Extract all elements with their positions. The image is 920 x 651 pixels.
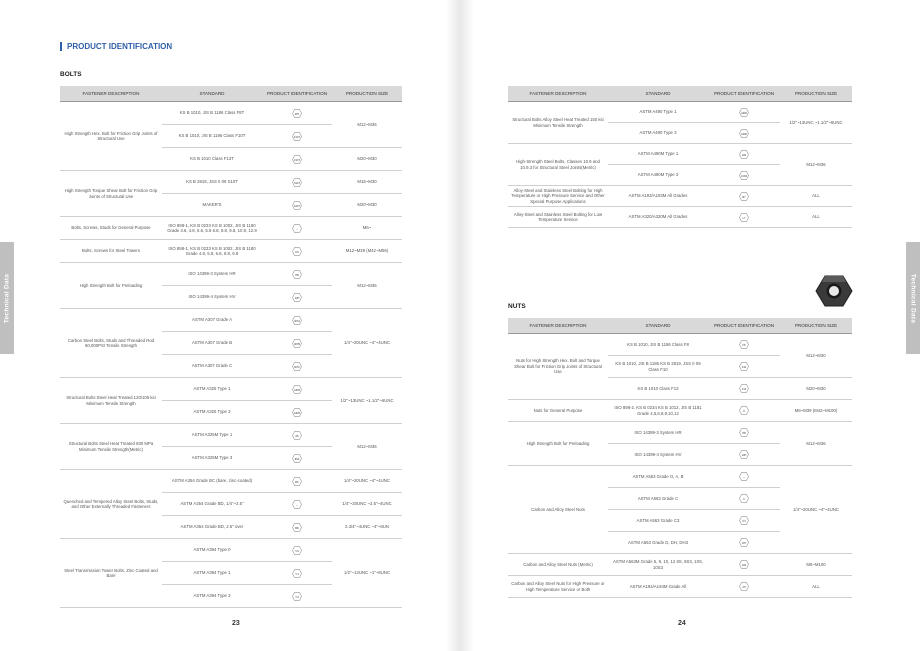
standard-cell: ASTM A325M Type 1 xyxy=(162,424,262,447)
production-size: 1/2"~13UNC ~1.1/2"~6UNC xyxy=(780,102,852,144)
product-identification-cell xyxy=(262,424,332,447)
product-identification-cell xyxy=(262,263,332,286)
identification-mark-icon xyxy=(292,431,302,440)
identification-mark-icon xyxy=(739,171,749,180)
standard-cell: ASTM A563 Grade C xyxy=(608,488,708,510)
product-identification-cell xyxy=(708,466,780,488)
table-row xyxy=(60,102,402,125)
identification-mark-icon xyxy=(292,408,302,417)
svg-text:--: -- xyxy=(743,475,745,479)
fastener-description: Bolts, Screws for Steel Towers xyxy=(60,240,162,263)
identification-mark-icon xyxy=(739,340,749,349)
column-header: FASTENER DESCRIPTION xyxy=(60,86,162,102)
svg-text:C: C xyxy=(743,497,745,501)
hex-nut-image xyxy=(815,274,853,308)
svg-text:10H: 10H xyxy=(294,296,300,300)
svg-text:F8T: F8T xyxy=(294,112,300,116)
side-tab-label: Technical Data xyxy=(909,273,917,323)
identification-mark-icon xyxy=(292,546,302,555)
identification-mark-icon xyxy=(739,108,749,117)
svg-text:--: -- xyxy=(296,503,298,507)
identification-mark-icon xyxy=(739,450,749,459)
svg-text:A325: A325 xyxy=(294,388,300,392)
standard-cell: ASTM A490M Type 1 xyxy=(608,144,708,165)
fastener-description: High Strength Torque Shear Bolt for Friction Grip Joints of Structural Use xyxy=(60,171,162,217)
production-size: 1/2"~13UNC ~1.1/2"~6UNC xyxy=(332,378,402,424)
standard-cell: ASTM A490 Type 1 xyxy=(608,102,708,123)
identification-mark-icon xyxy=(739,538,749,547)
table-row xyxy=(60,240,402,263)
product-identification-cell xyxy=(262,516,332,539)
svg-text:DH: DH xyxy=(742,541,746,545)
product-identification-cell xyxy=(708,378,780,400)
product-identification-cell xyxy=(708,554,780,576)
production-size: M20~M30 xyxy=(332,194,402,217)
identification-mark-icon xyxy=(739,213,749,222)
table-row xyxy=(508,144,852,165)
identification-mark-icon xyxy=(292,385,302,394)
identification-mark-icon xyxy=(292,477,302,486)
product-identification-cell xyxy=(708,356,780,378)
svg-text:8S3: 8S3 xyxy=(294,457,300,461)
svg-text:S10T: S10T xyxy=(294,181,300,185)
table-row xyxy=(60,309,402,332)
table-row xyxy=(508,186,852,207)
table-row xyxy=(508,576,852,598)
standard-cell: KS B 1010, JIS B 1186 KS B 2819, JSS II 09 Class F10 xyxy=(608,356,708,378)
column-header: PRODUCTION SIZE xyxy=(780,86,852,102)
table-row xyxy=(60,263,402,286)
standard-cell: KS B 1010 Class F13 xyxy=(608,378,708,400)
product-identification-cell xyxy=(708,207,780,228)
product-identification-cell xyxy=(262,332,332,355)
production-size: ALL xyxy=(780,186,852,207)
production-size: M16~M30 xyxy=(332,171,402,194)
production-size: 1/4"~20UNC ~2.5"~4UNC xyxy=(332,493,402,516)
fastener-description: Quenched and Tempered Alloy Steel Bolts, Studs, and Other Externally Threaded Fasteners xyxy=(60,470,162,539)
product-identification-cell xyxy=(708,510,780,532)
standard-cell: ASTM A563M Grade 5, 9, 10, 12 8S, 8S3, 10S, 10S3 xyxy=(608,554,708,576)
svg-text:A325: A325 xyxy=(294,411,300,415)
identification-mark-icon xyxy=(292,270,302,279)
table-row xyxy=(60,217,402,240)
identification-mark-icon xyxy=(292,247,302,256)
product-identification-cell xyxy=(262,562,332,585)
fastener-description: Alloy-Steel and Stainless Steel Bolting for Low Temperature Service xyxy=(508,207,608,228)
svg-text:307B: 307B xyxy=(294,342,300,346)
table-row xyxy=(60,424,402,447)
gutter-shadow xyxy=(460,0,474,651)
product-identification-cell xyxy=(262,309,332,332)
fastener-description: High Strength Bolt for Preloading xyxy=(508,422,608,466)
svg-text:2H: 2H xyxy=(742,585,746,589)
standard-cell: ASTM A394 Type 1 xyxy=(162,562,262,585)
identification-mark-icon xyxy=(739,560,749,569)
product-identification-cell xyxy=(708,532,780,554)
identification-mark-icon xyxy=(292,178,302,187)
product-identification-cell xyxy=(262,286,332,309)
standard-cell: ASTM A563 Grade O, A, B xyxy=(608,466,708,488)
product-identification-cell xyxy=(708,186,780,207)
product-identification-cell xyxy=(708,102,780,123)
product-identification-cell xyxy=(262,355,332,378)
fastener-description: Nuts for General Purpose xyxy=(508,400,608,422)
standard-cell: ISO 898-2, KS B 0234 KS B 1012, JIS B 1181 Grade 4,5,6,8,9,10,12 xyxy=(608,400,708,422)
production-size: 1/4"~20UNC ~4"~4UNC xyxy=(332,470,402,493)
identification-mark-icon xyxy=(292,523,302,532)
product-identification-cell xyxy=(262,194,332,217)
column-header: PRODUCT IDENTIFICATION xyxy=(708,318,780,334)
production-size: M12~M36 xyxy=(780,422,852,466)
fastener-description: Structural Bolts Alloy Steel Heat Treated 150 ksi Minimum Tensile Strength xyxy=(508,102,608,144)
fastener-description: High-Strength Steel Bolts, Classes 10.9 and 10.9.3 for Structural Steel Joints(Metric) xyxy=(508,144,608,186)
fastener-description: Carbon and Alloy Steel Nuts for High Pressure or High Temperature Service or Both xyxy=(508,576,608,598)
identification-mark-icon xyxy=(739,362,749,371)
identification-mark-icon xyxy=(739,406,749,415)
standard-cell: ASTM A307 Grade B xyxy=(162,332,262,355)
product-identification-cell xyxy=(708,422,780,444)
production-size: M12~M36 xyxy=(780,144,852,186)
production-size: 1/2"~13UNC ~1"~8UNC xyxy=(332,539,402,608)
identification-mark-icon xyxy=(739,428,749,437)
identification-mark-icon xyxy=(292,155,302,164)
table-row xyxy=(60,171,402,194)
standard-cell: ASTM A563 Grade D, DH, DH3 xyxy=(608,532,708,554)
svg-text:8.8: 8.8 xyxy=(295,250,299,254)
production-size: M12~M36 xyxy=(332,424,402,470)
table-header-row xyxy=(60,86,402,102)
product-identification-cell xyxy=(262,102,332,125)
standard-cell: ASTM A194/A194M Grade All xyxy=(608,576,708,598)
nuts-table xyxy=(508,318,852,598)
product-identification-cell xyxy=(262,447,332,470)
identification-mark-icon xyxy=(292,224,302,233)
column-header: PRODUCTION SIZE xyxy=(332,86,402,102)
table-row xyxy=(508,554,852,576)
standard-cell: ISO 14399-3 System HR xyxy=(608,422,708,444)
standard-cell: ISO 14399-4 System HV xyxy=(608,444,708,466)
svg-text:10H: 10H xyxy=(741,453,747,457)
svg-text:A490: A490 xyxy=(741,132,747,136)
standard-cell: ASTM A354 Grade BD, 1/4"~2.5" xyxy=(162,493,262,516)
production-size: ALL xyxy=(780,207,852,228)
svg-text:S13T: S13T xyxy=(294,204,300,208)
svg-text:HR: HR xyxy=(295,273,299,277)
standard-cell: MAKER'S xyxy=(162,194,262,217)
production-size: M20~M30 xyxy=(780,378,852,400)
svg-text:T-3: T-3 xyxy=(295,595,299,599)
identification-mark-icon xyxy=(292,293,302,302)
svg-text:F13: F13 xyxy=(741,387,747,391)
product-identification-cell xyxy=(262,470,332,493)
product-identification-cell xyxy=(708,400,780,422)
production-size: M12~M36 xyxy=(332,102,402,148)
bolts-heading: BOLTS xyxy=(60,71,82,78)
standard-cell: KS B 2819, JSS II 09 S10T xyxy=(162,171,262,194)
product-identification-cell xyxy=(262,378,332,401)
standard-cell: ISO 14399-3 System HR xyxy=(162,263,262,286)
svg-text:8S: 8S xyxy=(295,434,299,438)
product-identification-cell xyxy=(262,171,332,194)
svg-text:F8: F8 xyxy=(742,343,746,347)
svg-text:L7: L7 xyxy=(742,216,746,220)
identification-mark-icon xyxy=(739,582,749,591)
svg-text:F10T: F10T xyxy=(294,135,300,139)
fastener-description: Carbon and Alloy Steel Nuts (Metric) xyxy=(508,554,608,576)
identification-mark-icon xyxy=(739,129,749,138)
side-tab-right xyxy=(906,242,920,354)
identification-mark-icon xyxy=(292,201,302,210)
production-size: M6~ xyxy=(332,217,402,240)
svg-text:BD: BD xyxy=(295,526,299,530)
product-identification-cell xyxy=(708,165,780,186)
standard-cell: ISO 14399-4 System HV xyxy=(162,286,262,309)
production-size: 1/4"~20UNC ~4"~4UNC xyxy=(780,466,852,554)
fastener-description: Alloy-Steel and Stainless Steel Bolting for High Temperature or High Pressure Service and Other Special Purpose Applications xyxy=(508,186,608,207)
standard-cell: KS B 1010 Class F13T xyxy=(162,148,262,171)
product-identification-cell xyxy=(708,123,780,144)
svg-text:C3: C3 xyxy=(742,519,746,523)
production-size: M12~M39 (M42~M56) xyxy=(332,240,402,263)
svg-text:307A: 307A xyxy=(294,319,300,323)
standard-cell: ASTM A325 Type 1 xyxy=(162,378,262,401)
standard-cell: ISO 898-1, KS B 0233 KS B 1002, JIS B 1180 Grade 4.6, 4.8, 5.6, 5.8 6.8, 8.8, 9.8, 10.9, 12.9 xyxy=(162,217,262,240)
standard-cell: ASTM A307 Grade A xyxy=(162,309,262,332)
page-number-left: 23 xyxy=(232,620,240,627)
fastener-description: Nuts for High Strength Hex. Bolt and Torque Shear Bolt for Friction Grip Joints of Structural Use xyxy=(508,334,608,400)
svg-text:10S3: 10S3 xyxy=(741,174,747,178)
nuts-heading: NUTS xyxy=(508,303,526,310)
product-identification-cell xyxy=(708,144,780,165)
fastener-description: Carbon Steel Bolts, Studs and Threaded Rod 60,000PSI Tensile Strength xyxy=(60,309,162,378)
table-row xyxy=(508,334,852,356)
standard-cell: KS B 1010, JIS B 1186 Class F10T xyxy=(162,125,262,148)
column-header: PRODUCTION SIZE xyxy=(780,318,852,334)
product-identification-cell xyxy=(708,444,780,466)
production-size: 2.3/4"~4UNC ~4"~8UN xyxy=(332,516,402,539)
product-identification-cell xyxy=(708,488,780,510)
production-size: ALL xyxy=(780,576,852,598)
svg-text:HR: HR xyxy=(742,431,746,435)
standard-cell: KS B 1010, JIS B 1186 Class F8T xyxy=(162,102,262,125)
column-header: STANDARD xyxy=(162,86,262,102)
standard-cell: ASTM A320/A320M All Grades xyxy=(608,207,708,228)
standard-cell: ASTM A325M Type 3 xyxy=(162,447,262,470)
column-header: STANDARD xyxy=(608,86,708,102)
identification-mark-icon xyxy=(739,472,749,481)
standard-cell: ASTM A394 Type 3 xyxy=(162,585,262,608)
product-identification-cell xyxy=(262,539,332,562)
identification-mark-icon xyxy=(292,592,302,601)
fastener-description: Structural Bolts Steel Heat Treated 120/105 ksi Minimum Tensile Strength xyxy=(60,378,162,424)
identification-mark-icon xyxy=(292,569,302,578)
bolts-table-left xyxy=(60,86,402,608)
standard-cell: ISO 898-1, KS B 0233 KS B 1002, JIS B 1180 Grade 4.8, 5.8, 6.8, 8.8, 9.8 xyxy=(162,240,262,263)
gutter-shadow xyxy=(446,0,460,651)
product-identification-cell xyxy=(262,217,332,240)
product-identification-cell xyxy=(262,148,332,171)
standard-cell: ASTM A394 Type 0 xyxy=(162,539,262,562)
svg-text:T-1: T-1 xyxy=(295,572,299,576)
table-row xyxy=(508,466,852,488)
fastener-description: Steel Transmission Tower Bolts, Zinc Coated and Bare xyxy=(60,539,162,608)
identification-mark-icon xyxy=(292,109,302,118)
standard-cell: ASTM A563 Grade C3 xyxy=(608,510,708,532)
product-identification-cell xyxy=(262,125,332,148)
product-identification-cell xyxy=(708,334,780,356)
identification-mark-icon xyxy=(292,362,302,371)
svg-text:307C: 307C xyxy=(294,365,300,369)
table-row xyxy=(508,400,852,422)
table-row xyxy=(508,207,852,228)
standard-cell: ASTM A307 Grade C xyxy=(162,355,262,378)
page-number-right: 24 xyxy=(678,620,686,627)
column-header: PRODUCT IDENTIFICATION xyxy=(708,86,780,102)
production-size: M20~M30 xyxy=(332,148,402,171)
standard-cell: KS B 1010, JIS B 1186 Class F8 xyxy=(608,334,708,356)
table-row xyxy=(60,470,402,493)
standard-cell: ASTM A193/A193M All Grades xyxy=(608,186,708,207)
production-size: M6~M39 (M42~M100) xyxy=(780,400,852,422)
fastener-description: Carbon and Alloy Steel Nuts xyxy=(508,466,608,554)
svg-text:--: -- xyxy=(296,227,298,231)
table-header-row xyxy=(508,318,852,334)
page-title: PRODUCT IDENTIFICATION xyxy=(60,42,172,51)
standard-cell: ASTM A354 Grade BC (bare, zinc-coated) xyxy=(162,470,262,493)
standard-cell: ASTM A490 Type 3 xyxy=(608,123,708,144)
svg-text:F10: F10 xyxy=(741,365,747,369)
column-header: FASTENER DESCRIPTION xyxy=(508,318,608,334)
identification-mark-icon xyxy=(739,150,749,159)
product-identification-cell xyxy=(262,493,332,516)
standard-cell: ASTM A325 Type 3 xyxy=(162,401,262,424)
identification-mark-icon xyxy=(739,192,749,201)
identification-mark-icon xyxy=(292,454,302,463)
svg-text:A490: A490 xyxy=(741,111,747,115)
identification-mark-icon xyxy=(292,316,302,325)
table-row xyxy=(508,422,852,444)
table-row xyxy=(60,539,402,562)
identification-mark-icon xyxy=(739,516,749,525)
svg-text:B7: B7 xyxy=(742,195,746,199)
table-row xyxy=(60,378,402,401)
fastener-description: High Strength Hex. Bolt for Friction Grip Joints of Structural Use xyxy=(60,102,162,171)
identification-mark-icon xyxy=(739,384,749,393)
production-size: M6~M100 xyxy=(780,554,852,576)
side-tab-left xyxy=(0,242,14,354)
production-size: M12~M36 xyxy=(332,263,402,309)
column-header: STANDARD xyxy=(608,318,708,334)
column-header: FASTENER DESCRIPTION xyxy=(508,86,608,102)
fastener-description: Structural Bolts Steel Heat Treated 830 MPa Minimum Tensile Strength(Metric) xyxy=(60,424,162,470)
identification-mark-icon xyxy=(292,500,302,509)
svg-text:10S: 10S xyxy=(741,153,747,157)
table-header-row xyxy=(508,86,852,102)
side-tab-label: Technical Data xyxy=(3,273,11,323)
production-size: M12~M30 xyxy=(780,334,852,378)
svg-text:BC: BC xyxy=(295,480,299,484)
bolts-table-right xyxy=(508,86,852,228)
identification-mark-icon xyxy=(739,494,749,503)
product-identification-cell xyxy=(262,585,332,608)
fastener-description: High Strength Bolt for Preloading xyxy=(60,263,162,309)
identification-mark-icon xyxy=(292,132,302,141)
fastener-description: Bolts, Screws, Studs for General Purpose xyxy=(60,217,162,240)
product-identification-cell xyxy=(262,401,332,424)
product-identification-cell xyxy=(262,240,332,263)
standard-cell: ASTM A490M Type 3 xyxy=(608,165,708,186)
production-size: 1/4"~20UNC ~4"~4UNC xyxy=(332,309,402,378)
product-identification-cell xyxy=(708,576,780,598)
svg-text:10S: 10S xyxy=(741,563,747,567)
svg-text:T-0: T-0 xyxy=(295,549,299,553)
column-header: PRODUCT IDENTIFICATION xyxy=(262,86,332,102)
table-row xyxy=(508,102,852,123)
right-page xyxy=(460,0,920,651)
svg-text:F13T: F13T xyxy=(294,158,300,162)
identification-mark-icon xyxy=(292,339,302,348)
standard-cell: ASTM A354 Grade BD, 2.5" over xyxy=(162,516,262,539)
svg-text:8: 8 xyxy=(743,409,745,413)
